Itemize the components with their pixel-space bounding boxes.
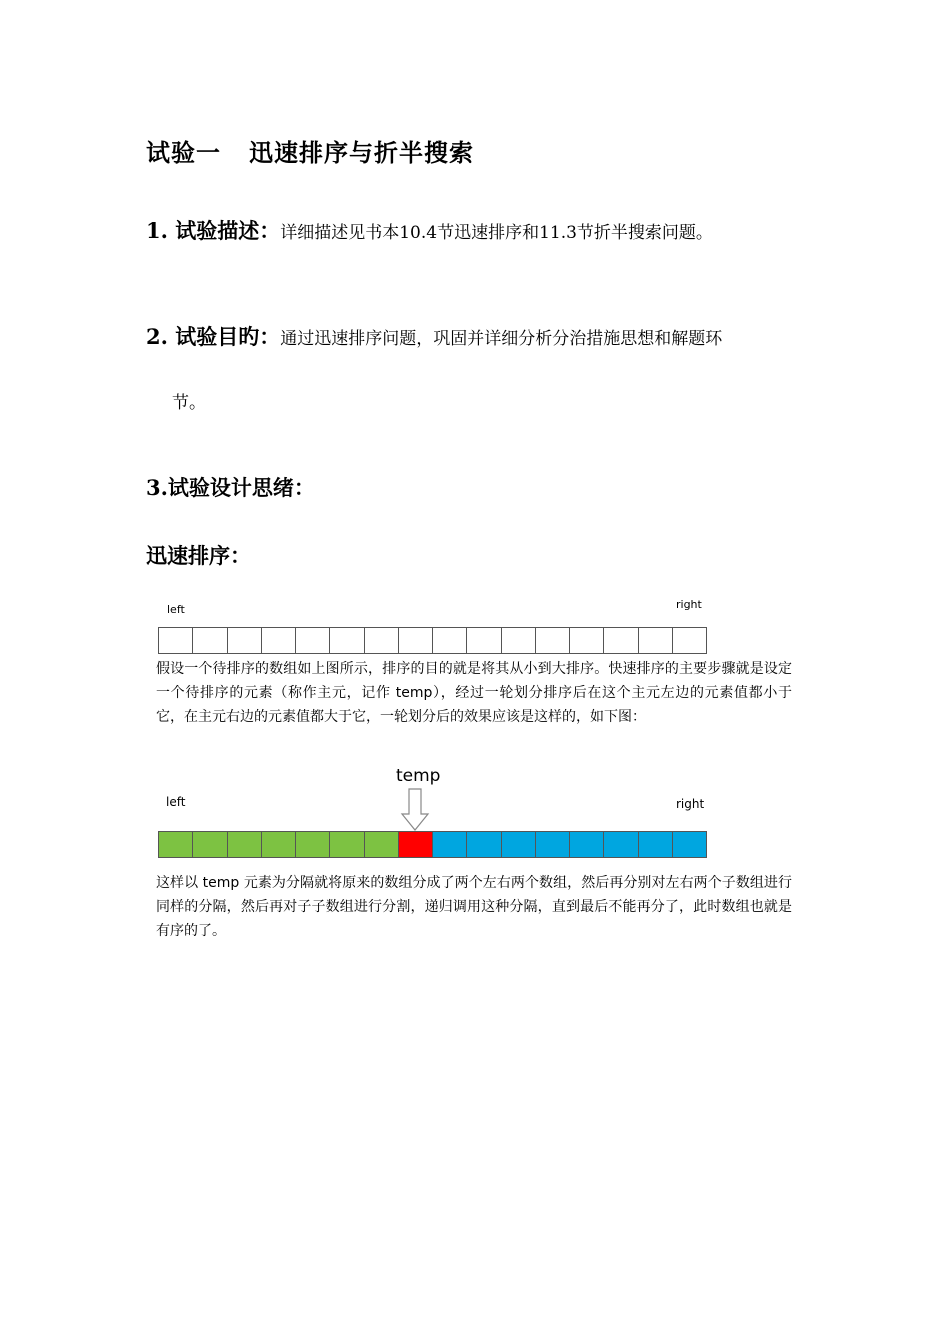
array-cell bbox=[262, 628, 296, 653]
section-1-text: 详细描述见书本10.4节迅速排序和11.3节折半搜索问题。 bbox=[280, 223, 713, 243]
array-cell-green bbox=[193, 832, 227, 857]
array-cell bbox=[365, 628, 399, 653]
figure1-caption: 假设一个待排序的数组如上图所示，排序的目的就是将其从小到大排序。快速排序的主要步骤就是设定一个待排序的元素（称作主元，记作 temp），经过一轮划分排序后在这个主元左边的元素值都小于它，在主元右边的元素值都大于它，一轮划分后的效果应该是这样的，如下图： bbox=[156, 661, 792, 725]
array-cell-blue bbox=[570, 832, 604, 857]
figure2-caption: 这样以 temp 元素为分隔就将原来的数组分成了两个左右两个数组，然后再分别对左右两个子数组进行同样的分隔，然后再对子子数组进行分割，递归调用这种分隔，直到最后不能再分了，此时数组也就是有序的了。 bbox=[156, 875, 792, 939]
array-cell bbox=[228, 628, 262, 653]
array-cell-blue bbox=[433, 832, 467, 857]
array-cell-blue bbox=[639, 832, 673, 857]
title-part1: 试验一 bbox=[146, 138, 221, 167]
array-cell bbox=[330, 628, 364, 653]
array-cell bbox=[296, 628, 330, 653]
array-cell-blue bbox=[502, 832, 536, 857]
figure2-right-label: right bbox=[676, 797, 705, 811]
array-cell bbox=[399, 628, 433, 653]
array-cell-green bbox=[159, 832, 193, 857]
section-2-heading: 2. 试验目旳： bbox=[146, 324, 281, 349]
array-cell bbox=[570, 628, 604, 653]
array-cell-green bbox=[330, 832, 364, 857]
array-cell bbox=[639, 628, 673, 653]
array-cell-red bbox=[399, 832, 433, 857]
section-2-continuation: 节。 bbox=[172, 393, 206, 413]
array-cell-green bbox=[296, 832, 330, 857]
figure1-right-label: right bbox=[676, 598, 702, 611]
array-cell-blue bbox=[467, 832, 501, 857]
section-3-heading: 3.试验设计思绪： bbox=[146, 475, 315, 500]
section-1 bbox=[146, 215, 713, 245]
figure1-array bbox=[158, 627, 707, 654]
array-cell-green bbox=[228, 832, 262, 857]
array-cell bbox=[536, 628, 570, 653]
array-cell-blue bbox=[604, 832, 638, 857]
quicksort-subheading: 迅速排序： bbox=[146, 543, 251, 568]
section-2-text: 通过迅速排序问题，巩固并详细分析分治措施思想和解题环 bbox=[280, 329, 723, 349]
array-cell bbox=[159, 628, 193, 653]
figure2-pivot-label: temp bbox=[396, 766, 441, 786]
figure2-left-label: left bbox=[166, 795, 186, 809]
array-cell bbox=[467, 628, 501, 653]
array-cell-blue bbox=[673, 832, 706, 857]
array-cell bbox=[604, 628, 638, 653]
array-cell-green bbox=[365, 832, 399, 857]
array-cell-blue bbox=[536, 832, 570, 857]
title-part2: 迅速排序与折半搜索 bbox=[249, 138, 474, 167]
document-title bbox=[146, 133, 474, 168]
array-cell bbox=[502, 628, 536, 653]
array-cell-green bbox=[262, 832, 296, 857]
down-arrow-icon bbox=[400, 788, 430, 832]
section-1-heading: 1. 试验描述： bbox=[146, 218, 281, 243]
array-cell bbox=[193, 628, 227, 653]
figure1-left-label: left bbox=[167, 603, 185, 616]
figure2-array bbox=[158, 831, 707, 858]
array-cell bbox=[673, 628, 706, 653]
section-2 bbox=[146, 321, 722, 351]
array-cell bbox=[433, 628, 467, 653]
